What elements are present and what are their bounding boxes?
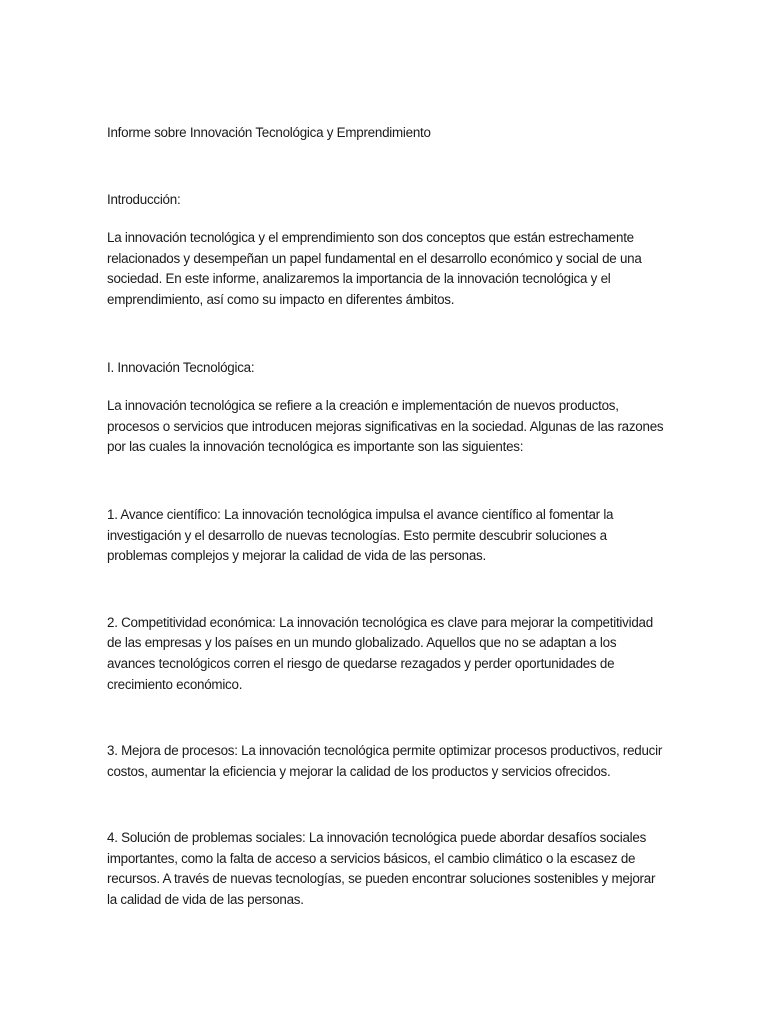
document-content	[107, 123, 667, 911]
list-item-avance-cientifico: 1. Avance científico: La innovación tecnológica impulsa el avance científico al fomentar la investigación y el desarrollo de nuevas tecnologías. Esto permite descubrir soluciones a problemas complejos y mejorar la calidad de vida de las personas.	[107, 506, 614, 564]
list-item-competitividad: 2. Competitividad económica: La innovación tecnológica es clave para mejorar la competitividad de las empresas y los países en un mundo globalizado. Aquellos que no se adaptan a los avances tecnológicos corren el riesgo de quedarse rezagados y perder oportunidades de crecimiento económico.	[107, 614, 653, 692]
introduction-paragraph: La innovación tecnológica y el emprendimiento son dos conceptos que están estrechamente relacionados y desempeñan un papel fundamental en el desarrollo económico y social de una sociedad. En este informe, analizaremos la importancia de la innovación tecnológica y el emprendimiento, así como su impacto en diferentes ámbitos.	[107, 230, 642, 307]
list-item-problemas-sociales: 4. Solución de problemas sociales: La innovación tecnológica puede abordar desafíos sociales importantes, como la falta de acceso a servicios básicos, el cambio climático o la escasez de recursos. A través de nuevas tecnologías, se pueden encontrar soluciones sostenibles y mejorar la calidad de vida de las personas.	[107, 830, 656, 908]
document-title: Informe sobre Innovación Tecnológica y Emprendimiento	[107, 125, 431, 140]
introduction-heading: Introducción:	[107, 191, 181, 207]
list-item-mejora-procesos: 3. Mejora de procesos: La innovación tecnológica permite optimizar procesos productivos, reducir costos, aumentar la eficiencia y mejorar la calidad de los productos y servicios ofrecidos.	[107, 743, 663, 779]
section-heading-innovacion: I. Innovación Tecnológica:	[107, 359, 255, 375]
section-paragraph-innovacion: La innovación tecnológica se refiere a la creación e implementación de nuevos productos, procesos o servicios que introducen mejoras significativas en la sociedad. Algunas de las razones por las cuales la innovación tecnológica es importante son las siguientes:	[107, 398, 664, 455]
